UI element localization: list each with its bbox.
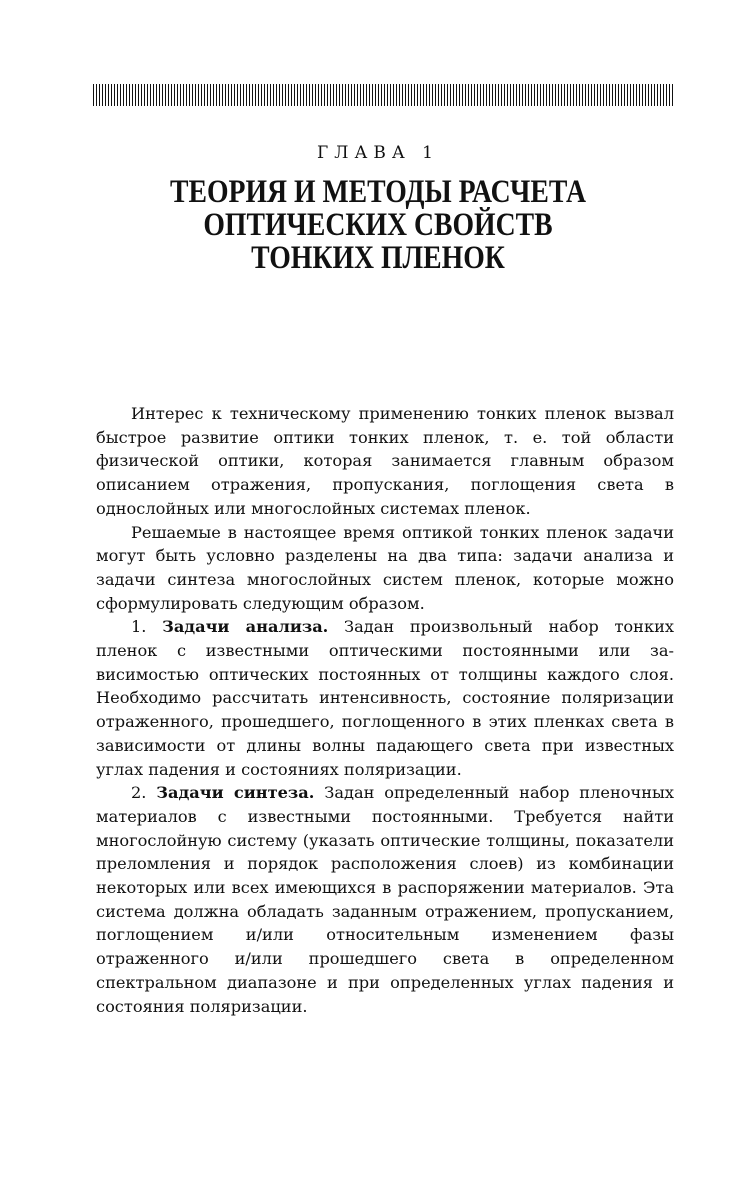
chapter-title-line: ТОНКИХ ПЛЕНОК	[251, 240, 505, 276]
paragraph-intro	[96, 402, 674, 521]
chapter-title-line: ОПТИЧЕСКИХ СВОЙСТВ	[203, 207, 553, 243]
chapter-body	[96, 402, 674, 1018]
header-ornament-rule	[93, 84, 673, 106]
paragraph-text: Решаемые в настоящее время оптикой тонких пленок задачи могут быть условно разделены на два типа: задачи анализа и задачи синтеза многослойных систем пленок, которые можно сформулировать следующим образом.	[96, 522, 674, 613]
chapter-title	[60, 176, 695, 275]
chapter-label: ГЛАВА 1	[317, 143, 439, 163]
paragraph-problem-types	[96, 521, 674, 616]
paragraph-heading: Задачи анализа.	[162, 617, 329, 637]
paragraph-text: Задан определенный набор пленочных материалов с известными постоянными. Требуется найти многослойную систему (указать оптические толщины, показатели преломления и порядок расположения слоев) из комбинации некоторых или всех имеющихся в распоряжении материалов. Эта система должна обладать заданным отражением, пропусканием, поглощением и/​или относительным изменением фазы отраженного и/или прошедшего света в определенном спектральном диапазоне и при определенных углах падения и состояния поляризации.	[96, 783, 674, 1016]
chapter-title-line: ТЕОРИЯ И МЕТОДЫ РАСЧЕТА	[170, 174, 586, 210]
paragraph-synthesis	[96, 781, 674, 1018]
paragraph-heading: Задачи синтеза.	[156, 783, 315, 803]
paragraph-number: 1.	[131, 617, 163, 637]
paragraph-analysis	[96, 615, 674, 781]
paragraph-text: Интерес к техническому применению тонких пленок вызвал быстрое развитие оптики тонких пленок, т. е. той области физической оптики, которая занимается главным образом описанием отражения, пропускания, поглощения света в однослойных или многослойных системах пленок.	[96, 404, 674, 518]
paragraph-text: Задан произвольный набор тонких пленок с известными оптическими постоянными или зависимостью оптических постоянных от толщины каждого слоя. Необходимо рассчитать интенсивность, состояние поляризации отраженного, прошедшего, поглощенного в этих пленках света в зависимости от длины волны падающего света при известных углах падения и состояниях поляризации.	[96, 617, 674, 779]
paragraph-number: 2.	[131, 783, 157, 803]
